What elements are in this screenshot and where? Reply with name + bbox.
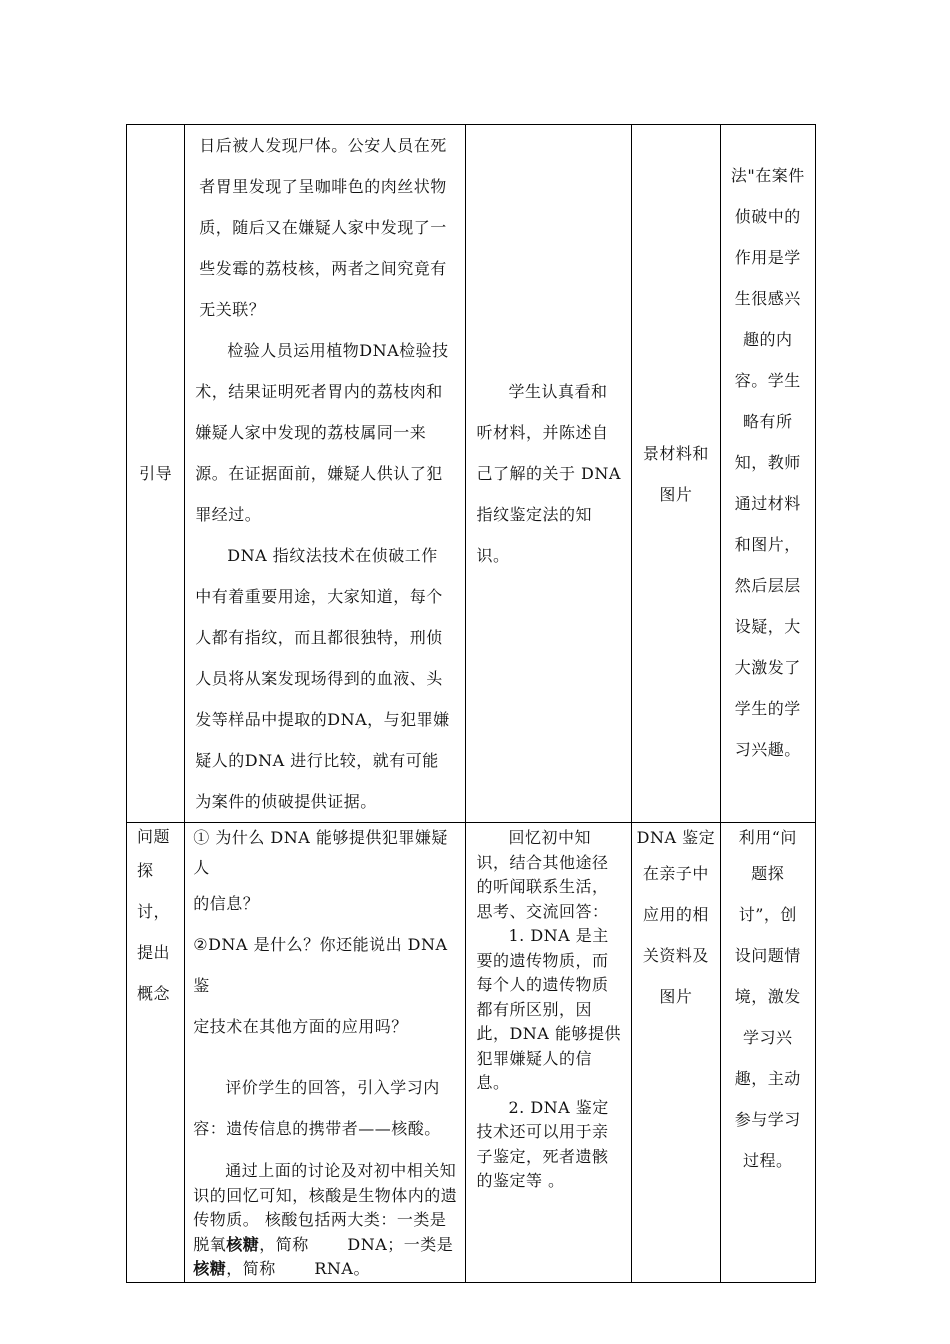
intent-line: 大激发了 (734, 658, 801, 677)
media-line: 图片 (659, 484, 693, 504)
question-line: ① 为什么 DNA 能够提供犯罪嫌疑人 (193, 828, 448, 877)
intent-line: 法"在案件 (730, 166, 805, 185)
student-activity-text: 回忆初中知识，结合其他途径的听闻联系生活，思考、交流回答： (476, 828, 609, 921)
intent-line: 略有所 (743, 412, 793, 431)
table-row (127, 823, 816, 1283)
evaluation-line: 评价学生的回答，引入学习内 (225, 1078, 440, 1097)
intent-line: 题探 (751, 864, 785, 883)
intent-line: 境，激发 (734, 987, 801, 1006)
question-line: ②DNA 是什么？你还能说出 DNA 鉴 (193, 935, 448, 995)
intent-line: 侦破中的 (734, 207, 801, 226)
media-line: 景材料和 (642, 443, 709, 463)
intent-line: 学生的学 (734, 699, 801, 718)
design-intent-cell (720, 125, 815, 823)
intent-line: 趣，主动 (734, 1069, 801, 1088)
intent-line: 利用“问 (738, 828, 797, 847)
intent-line: 知，教师 (734, 453, 801, 472)
student-activity-text: 学生认真看和听材料，并陈述自己了解的关于 DNA 指纹鉴定法的知识。 (476, 382, 621, 565)
intent-line: 趣的内 (743, 330, 793, 349)
student-activity-text: 1. DNA 是主要的遗传物质，而每个人的遗传物质都有所区别，因此，DNA 能够提供犯罪嫌疑人的信息。 (476, 926, 621, 1092)
student-activity-cell (466, 823, 632, 1283)
teacher-content-cell (185, 823, 466, 1283)
media-line: 图片 (659, 987, 693, 1006)
media-line: 关资料及 (642, 946, 709, 965)
stage-line: 概念 (137, 984, 171, 1003)
intent-line: 生很感兴 (734, 289, 801, 308)
intent-line: 作用是学 (734, 248, 801, 267)
stage-line: 讨， (137, 902, 171, 921)
intent-line: 设疑，大 (734, 617, 801, 636)
stage-label: 引导 (139, 464, 173, 483)
intent-line: 通过材料 (734, 494, 801, 513)
intent-line: 然后层层 (734, 576, 801, 595)
student-activity-cell (466, 125, 632, 823)
media-cell (632, 125, 720, 823)
stage-cell (127, 125, 185, 823)
content-paragraph: 检验人员运用植物DNA检验技术，结果证明死者胃内的荔枝肉和嫌疑人家中发现的荔枝属同一来源。在证据面前，嫌疑人供认了犯罪经过。 (195, 341, 449, 524)
intent-line: 和图片， (734, 535, 801, 554)
stage-line: 问题 (137, 827, 171, 846)
design-intent-cell (720, 823, 815, 1283)
intent-line: 习兴趣。 (734, 740, 801, 759)
evaluation-line: 容：遗传信息的携带者——核酸。 (193, 1119, 441, 1138)
summary-paragraph: 通过上面的讨论及对初中相关知识的回忆可知，核酸是生物体内的遗传物质。 核酸包括两大类：一类是脱氧核糖，简称 DNA；一类是核糖，简称 RNA。 (193, 1161, 458, 1278)
teacher-content-cell (185, 125, 466, 823)
bold-term: 核糖 (193, 1259, 227, 1278)
stage-line: 提出 (137, 943, 171, 962)
intent-line: 学习兴 (743, 1028, 793, 1047)
student-activity-text: 2. DNA 鉴定技术还可以用于亲子鉴定，死者遗骸的鉴定等 。 (476, 1097, 609, 1190)
question-line: 定技术在其他方面的应用吗？ (193, 1017, 408, 1036)
content-paragraph: 日后被人发现尸体。公安人员在死者胃里发现了呈咖啡色的肉丝状物质，随后又在嫌疑人家中发现了一些发霉的荔枝核，两者之间究竟有无关联？ (199, 136, 447, 319)
media-line: 应用的相 (642, 905, 709, 924)
stage-line: 探 (137, 861, 154, 880)
media-line: DNA 鉴定 (636, 828, 716, 847)
content-paragraph: DNA 指纹法技术在侦破工作中有着重要用途，大家知道，每个人都有指纹，而且都很独特，刑侦人员将从案发现场得到的血液、头发等样品中提取的DNA，与犯罪嫌疑人的DNA 进行比较，就有可能为案件的侦破提供证据。 (195, 546, 450, 811)
media-line: 在亲子中 (642, 864, 709, 883)
intent-line: 过程。 (743, 1151, 793, 1170)
table-row (127, 125, 816, 823)
intent-line: 设问题情 (734, 946, 801, 965)
stage-cell (127, 823, 185, 1283)
intent-line: 容。学生 (734, 371, 801, 390)
bold-term: 核糖 (226, 1234, 260, 1254)
intent-line: 参与学习 (734, 1110, 801, 1129)
lesson-plan-table (126, 124, 816, 1283)
media-cell (632, 823, 720, 1283)
intent-line: 讨”，创 (738, 905, 797, 924)
question-line: 的信息？ (193, 894, 260, 913)
